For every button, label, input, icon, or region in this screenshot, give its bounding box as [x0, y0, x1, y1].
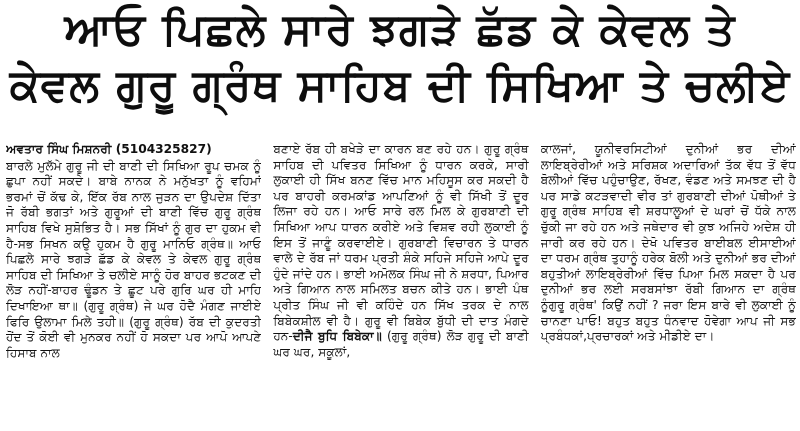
- column-2-text-a: ਬਣਾਏ ਰੱਬ ਹੀ ਬਖੇੜੇ ਦਾ ਕਾਰਨ ਬਣ ਰਹੇ ਹਨ। ਗੁਰੂ ਗ੍ਰੰਥ ਸਾਹਿਬ ਦੀ ਪਵਿਤਰ ਸਿਖਿਆ ਨੂੰ ਧਾਰਨ ਕਰਕੇ, ਸਾਰੀ ਲੁਕਾਈ ਹੀ ਸਿੱਖ ਬਨਣ ਵਿੱਚ ਮਾਨ ਮਹਿਸੂਸ ਕਰ ਸਕਦੀ ਹੈ ਪਰ ਬਾਹਰੀ ਕਰਮਕਾਂਡ ਆਪਣਿਆਂ ਨੂੰ ਵੀ ਸਿੱਖੀ ਤੋਂ ਦੂਰ ਲਿਜਾ ਰਹੇ ਹਨ। ਆਓ ਸਾਰੇ ਰਲ ਮਿਲ ਕੇ ਗੁਰਬਾਣੀ ਦੀ ਸਿਖਿਆ ਆਪ ਧਾਰਨ ਕਰੀਏ ਅਤੇ ਵਿਸ਼ਵ ਰਹੀ ਲੁਕਾਈ ਨੂੰ ਇਸ ਤੋਂ ਜਾਣੂੰ ਕਰਵਾਈਏ। ਗੁਰਬਾਣੀ ਵਿਚਾਰਨ ਤੇ ਧਾਰਨ ਵਾਲੇ ਦੇ ਰੱਬ ਜਾਂ ਧਰਮ ਪ੍ਰਤੀ ਸ਼ੰਕੇ ਸਹਿਜੇ ਸਹਿਜੇ ਆਪੇ ਦੂਰ ਹੁੰਦੇ ਜਾਂਦੇ ਹਨ। ਭਾਈ ਅਮੋਲਕ ਸਿੰਘ ਜੀ ਨੇ ਸ਼ਰਧਾ, ਪਿਆਰ ਅਤੇ ਗਿਆਨ ਨਾਲ ਸਮਿਲਤ ਬਚਨ ਕੀਤੇ ਹਨ। ਭਾਈ ਪੰਥ ਪ੍ਰੀਤ ਸਿੰਘ ਜੀ ਵੀ ਕਹਿੰਦੇ ਹਨ ਸਿੱਖ ਤਰਕ ਦੇ ਨਾਲ ਬਿਬੇਕਸ਼ੀਲ ਵੀ ਹੈ। ਗੁਰੂ ਵੀ ਬਿਬੇਕ ਬੁੱਧੀ ਦੀ ਦਾਤ ਮੰਗਦੇ ਹਨ-: [273, 142, 529, 344]
- column-3-text: ਕਾਲਜਾਂ, ਯੂਨੀਵਰਸਿਟੀਆਂ ਦੁਨੀਆਂ ਭਰ ਦੀਆਂ ਲਾਇਬ੍ਰੇਰੀਆਂ ਅਤੇ ਸਰਿਸ਼ਕ ਅਦਾਰਿਆਂ ਤੱਕ ਵੱਧ ਤੋਂ ਵੱਧ ਬੋਲੀਆਂ ਵਿੱਚ ਪਹੁੰਚਾਉਣ, ਰੱਖਣ, ਵੰਡਣ ਅਤੇ ਸਮਝਣ ਦੀ ਹੈ ਪਰ ਸਾਡੇ ਕਟੜਵਾਦੀ ਵੀਰ ਤਾਂ ਗੁਰਬਾਣੀ ਦੀਆਂ ਪੋਥੀਆਂ ਤੇ ਗੁਰੂ ਗ੍ਰੰਥ ਸਾਹਿਬ ਵੀ ਸ਼ਰਧਾਲੂਆਂ ਦੇ ਘਰਾਂ ਚੋਂ ਧੱਕੇ ਨਾਲ ਚੁੱਕੀ ਜਾ ਰਹੇ ਹਨ ਅਤੇ ਜਥੇਦਾਰ ਵੀ ਕੁਝ ਅਜਿਹੇ ਅਦੇਸ਼ ਹੀ ਜਾਰੀ ਕਰ ਰਹੇ ਹਨ। ਦੇਖੋ ਪਵਿਤਰ ਬਾਈਬਲ ਈਸਾਈਆਂ ਦਾ ਧਰਮ ਗ੍ਰੰਥ ਤੁਹਾਨੂੰ ਹਰੇਕ ਬੋਲੀ ਅਤੇ ਦੁਨੀਆਂ ਭਰ ਦੀਆਂ ਬਹੁਤੀਆਂ ਲਾਇਬ੍ਰੇਰੀਆਂ ਵਿੱਚ ਪਿਆ ਮਿਲ ਸਕਦਾ ਹੈ ਪਰ ਦੁਨੀਆਂ ਭਰ ਲਈ ਸਰਬਸਾਂਝਾ ਰੱਬੀ ਗਿਆਨ ਦਾ ਗ੍ਰੰਥ ਨੂੰਗੁਰੂ ਗ੍ਰੰਥ' ਕਿਉਂ ਨਹੀਂ ? ਜਰਾ ਇਸ ਬਾਰੇ ਵੀ ਲੁਕਾਈ ਨੂੰ ਚਾਨਣਾ ਪਾਓ! ਬਹੁਤ ਬਹੁਤ ਧੰਨਵਾਦ ਹੋਵੇਗਾ ਆਪ ਜੀ ਸਭ ਪ੍ਰਬੰਧਕਾਂ,ਪ੍ਰਚਾਰਕਾਂ ਅਤੇ ਮੀਡੀਏ ਦਾ।: [540, 142, 796, 344]
- article-body: [6, 142, 796, 428]
- article-column-2: [273, 142, 528, 428]
- article-column-3: [541, 142, 796, 428]
- article-column-1: [6, 142, 261, 428]
- quote-bold: ਦੀਜੈ ਬੁਧਿ ਬਿਬੇਕਾ॥: [292, 329, 382, 344]
- column-1-text: ਬਾਰਲੇ ਮੁਲੱਮੇ ਗੁਰੂ ਜੀ ਦੀ ਬਾਣੀ ਦੀ ਸਿਖਿਆ ਰੂਪ ਚਮਕ ਨੂੰ ਛੁਪਾ ਨਹੀਂ ਸਕਦੇ। ਬਾਬੇ ਨਾਨਕ ਨੇ ਮਨੁੱਖਤਾ ਨੂੰ ਵਹਿਮਾਂ ਭਰਮਾਂ ਚੋਂ ਕੱਢ ਕੇ, ਇੱਕ ਰੱਬ ਨਾਲ ਜੁੜਨ ਦਾ ਉਪਦੇਸ਼ ਦਿੱਤਾ ਜੋ ਰੱਬੀ ਭਗਤਾਂ ਅਤੇ ਗੁਰੂਆਂ ਦੀ ਬਾਣੀ ਵਿੱਚ ਗੁਰੂ ਗ੍ਰੰਥ ਸਾਹਿਬ ਵਿਖੇ ਸੁਸ਼ੋਭਿਤ ਹੈ। ਸਭ ਸਿੱਖਾਂ ਨੂੰ ਗੁਰ ਦਾ ਹੁਕਮ ਵੀ ਹੈ-ਸਭ ਸਿਖਨ ਕਉ ਹੁਕਮ ਹੈ ਗੁਰੂ ਮਾਨਿਓ ਗ੍ਰੰਥ॥ ਆਓ ਪਿਛਲੇ ਸਾਰੇ ਝਗੜੇ ਛੱਡ ਕੇ ਕੇਵਲ ਤੇ ਕੇਵਲ ਗੁਰੂ ਗ੍ਰੰਥ ਸਾਹਿਬ ਦੀ ਸਿਖਿਆ ਤੇ ਚਲੀਏ ਸਾਨੂੰ ਹੋਰ ਬਾਹਰ ਭਟਕਣ ਦੀ ਲੋੜ ਨਹੀਂ-ਬਾਹਰ ਢੂੰਡਨ ਤੇ ਛੂਟ ਪਰੇ ਗੁਰਿ ਘਰ ਹੀ ਮਾਹਿ ਦਿਖਾਇਆ ਥਾ॥ (ਗੁਰੂ ਗ੍ਰੰਥ) ਜੇ ਘਰ ਹੋਦੈ ਮੰਗਣ ਜਾਈਏ ਫਿਰਿ ਉਲਾਮਾ ਮਿਲੇ ਤਹੀ॥ (ਗੁਰੂ ਗ੍ਰੰਥ) ਰੱਬ ਦੀ ਕੁਦਰਤੀ ਹੋਂਦ ਤੋਂ ਕੋਈ ਵੀ ਮੁਨਕਰ ਨਹੀਂ ਹੋ ਸਕਦਾ ਪਰ ਆਪੋ ਆਪਣੇ ਹਿਸਾਬ ਨਾਲ: [6, 158, 262, 360]
- headline: [0, 2, 800, 114]
- column-2-text-b: (ਗੁਰੂ ਗ੍ਰੰਥ) ਲੋੜ ਗੁਰੂ ਦੀ ਬਾਣੀ ਘਰ ਘਰ, ਸਕੂਲਾਂ,: [273, 329, 529, 359]
- byline: ਅਵਤਾਰ ਸਿੰਘ ਮਿਸ਼ਨਰੀ (5104325827): [6, 142, 212, 156]
- headline-line-1: ਆਓ ਪਿਛਲੇ ਸਾਰੇ ਝਗੜੇ ਛੱਡ ਕੇ ਕੇਵਲ ਤੇ: [64, 4, 736, 55]
- column-2-text: [273, 142, 528, 360]
- headline-line-2: ਕੇਵਲ ਗੁਰੂ ਗ੍ਰੰਥ ਸਾਹਿਬ ਦੀ ਸਿਖਿਆ ਤੇ ਚਲੀਏ: [9, 60, 791, 111]
